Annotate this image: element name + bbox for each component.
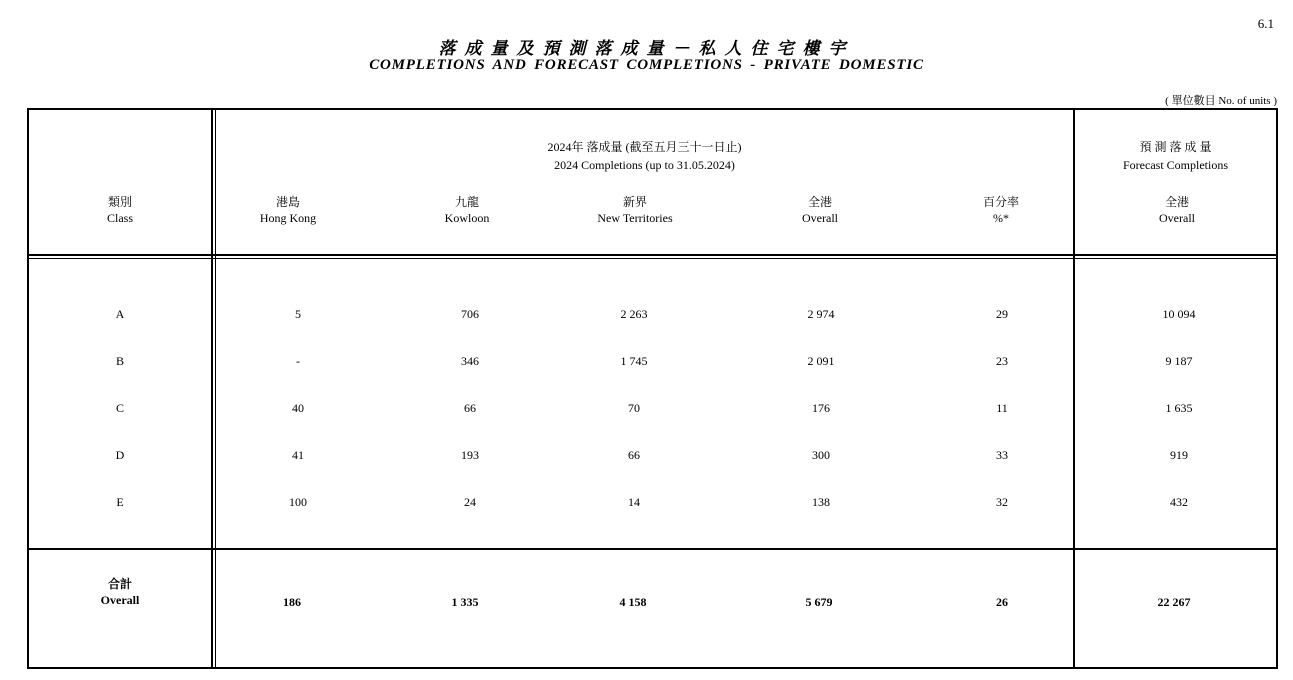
total-divider	[29, 548, 1276, 550]
divider-class-right	[215, 110, 216, 667]
cell-newterritories: 1 745	[620, 354, 648, 368]
cell-percent: 32	[996, 495, 1008, 509]
col-forecast-overall-header: 全港 Overall	[1159, 195, 1195, 225]
header-divider-top	[29, 254, 1276, 256]
cell-hongkong: -	[296, 354, 300, 368]
total-newterritories: 4 158	[619, 595, 647, 609]
cell-percent: 29	[996, 307, 1008, 321]
col-overall-header: 全港 Overall	[802, 195, 838, 225]
cell-newterritories: 66	[628, 448, 640, 462]
cell-hongkong: 40	[292, 401, 304, 415]
completions-header-en: 2024 Completions (up to 31.05.2024)	[554, 158, 735, 172]
cell-forecast: 10 094	[1162, 307, 1196, 321]
cell-kowloon: 706	[461, 307, 479, 321]
forecast-header-cn: 預 測 落 成 量	[1139, 140, 1212, 154]
cell-kowloon: 66	[464, 401, 476, 415]
cell-forecast: 9 187	[1165, 354, 1193, 368]
col-newterritories-header: 新界 New Territories	[597, 195, 673, 225]
cell-forecast: 919	[1170, 448, 1188, 462]
cell-forecast: 1 635	[1165, 401, 1193, 415]
forecast-header-en: Forecast Completions	[1123, 158, 1228, 172]
cell-class: A	[115, 307, 125, 321]
header-divider-bottom	[29, 258, 1276, 259]
cell-kowloon: 193	[461, 448, 479, 462]
cell-percent: 33	[996, 448, 1008, 462]
data-table	[27, 108, 1278, 669]
divider-class-left	[211, 110, 213, 667]
total-forecast: 22 267	[1157, 595, 1191, 609]
cell-class: E	[116, 495, 124, 509]
col-kowloon-header: 九龍 Kowloon	[444, 195, 490, 225]
cell-overall: 2 974	[807, 307, 835, 321]
cell-kowloon: 24	[464, 495, 476, 509]
cell-newterritories: 2 263	[620, 307, 648, 321]
cell-percent: 11	[996, 401, 1008, 415]
cell-overall: 138	[812, 495, 830, 509]
col-hongkong-header: 港島 Hong Kong	[259, 195, 317, 225]
cell-hongkong: 5	[295, 307, 301, 321]
title-english: COMPLETIONS AND FORECAST COMPLETIONS - PRIVATE DOMESTIC	[369, 57, 924, 73]
units-note: ( 單位數目 No. of units )	[1165, 95, 1277, 107]
cell-overall: 2 091	[807, 354, 835, 368]
total-overall: 5 679	[805, 595, 833, 609]
col-class-header: 類別 Class	[106, 195, 133, 225]
cell-overall: 300	[812, 448, 830, 462]
cell-hongkong: 100	[289, 495, 307, 509]
cell-class: B	[115, 354, 124, 368]
cell-class: C	[115, 401, 124, 415]
divider-forecast	[1073, 110, 1075, 667]
cell-percent: 23	[996, 354, 1008, 368]
total-kowloon: 1 335	[451, 595, 479, 609]
title-chinese: 落成量及預測落成量－私人住宅樓宇	[438, 39, 855, 58]
total-hongkong: 186	[283, 595, 301, 609]
total-percent: 26	[996, 595, 1008, 609]
total-label: 合計 Overall	[100, 577, 140, 607]
cell-newterritories: 14	[628, 495, 640, 509]
cell-newterritories: 70	[628, 401, 640, 415]
completions-header-cn: 2024年 落成量 (截至五月三十一日止)	[547, 140, 742, 154]
cell-hongkong: 41	[292, 448, 304, 462]
page-number: 6.1	[1257, 16, 1274, 31]
cell-kowloon: 346	[461, 354, 479, 368]
col-percent-header: 百分率 %*	[982, 195, 1019, 225]
cell-overall: 176	[812, 401, 830, 415]
cell-class: D	[115, 448, 125, 462]
cell-forecast: 432	[1170, 495, 1188, 509]
